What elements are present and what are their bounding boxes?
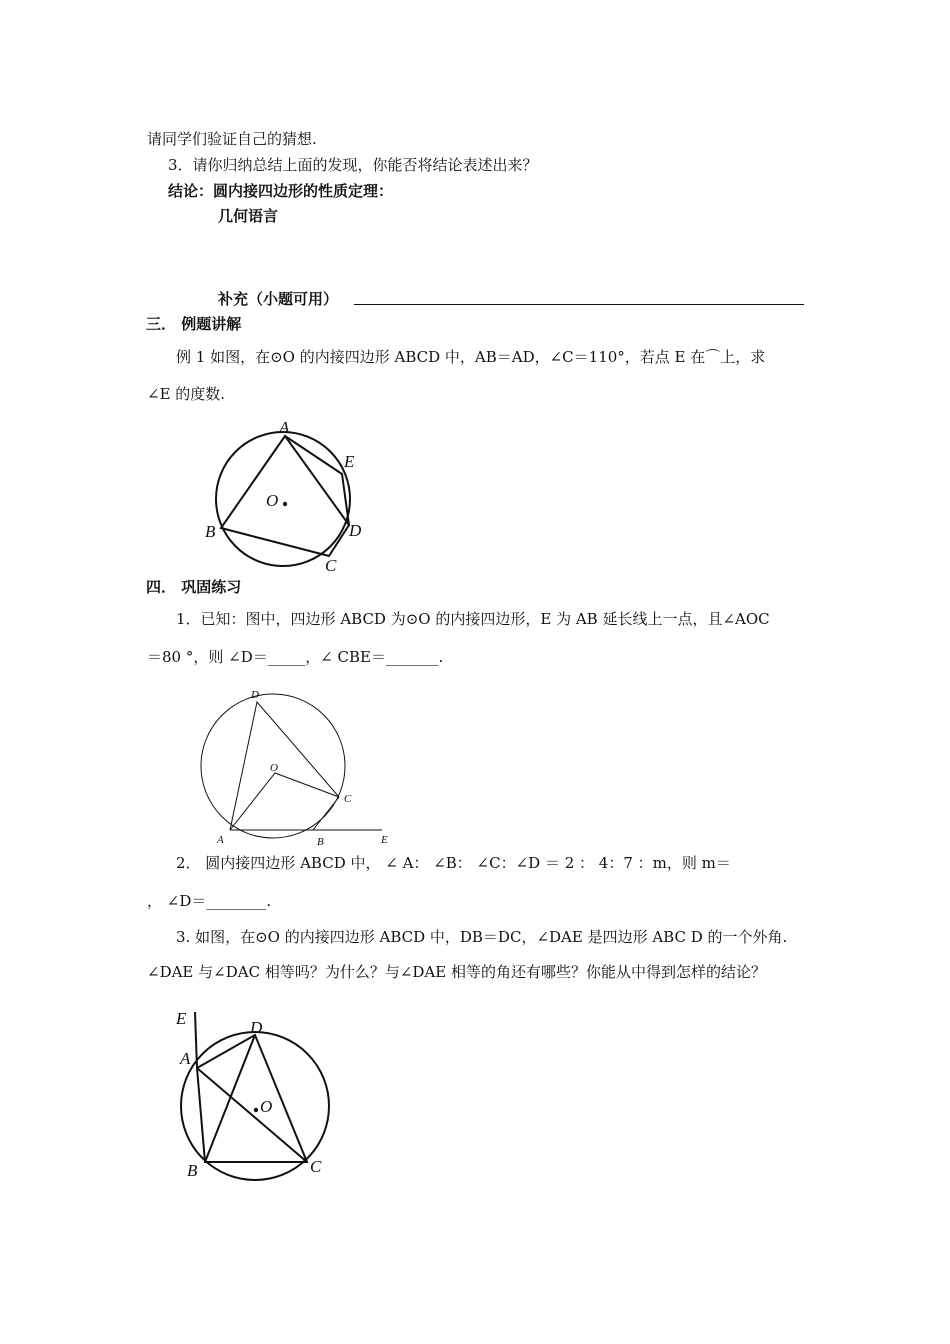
- practice-1-line-2: ＝80 °，则 ∠D＝_____，∠ CBE＝_______.: [147, 648, 444, 666]
- figure-practice-3: [170, 1000, 340, 1190]
- supplement-label: 补充（小题可用）: [218, 290, 339, 308]
- label-e: E: [381, 834, 388, 846]
- label-d: D: [250, 1018, 263, 1037]
- practice-3-line-1: 3. 如图，在⊙O 的内接四边形 ABCD 中，DB＝DC，∠DAE 是四边形 ABC D 的一个外角.: [176, 928, 788, 946]
- segments-ad-dc: [230, 702, 339, 830]
- label-o: O: [266, 491, 279, 510]
- label-b: B: [187, 1161, 198, 1180]
- label-b: B: [317, 836, 324, 848]
- center-point: [283, 502, 287, 506]
- practice-3-line-2: ∠DAE 与∠DAC 相等吗？为什么？与∠DAE 相等的角还有哪些？你能从中得到怎样的结论？: [147, 963, 766, 981]
- verify-text: 请同学们验证自己的猜想.: [147, 130, 317, 148]
- ray-ae: [195, 1012, 197, 1068]
- diagonal-db: [205, 1035, 255, 1162]
- circle-o: [181, 1032, 329, 1180]
- label-a: A: [279, 418, 290, 437]
- label-d: D: [349, 521, 362, 540]
- label-a: A: [217, 834, 224, 846]
- section-three-heading: 三． 例题讲解: [146, 315, 242, 333]
- diagonal-ac: [197, 1068, 307, 1162]
- label-d: D: [251, 689, 259, 701]
- section-four-heading: 四． 巩固练习: [146, 578, 242, 596]
- conclusion-heading: 结论：圆内接四边形的性质定理：: [168, 182, 394, 200]
- figure-example-1: [195, 415, 375, 580]
- label-o: O: [260, 1097, 273, 1116]
- label-a: A: [180, 1049, 191, 1068]
- example-1-line-2: ∠E 的度数.: [147, 385, 226, 403]
- quadrilateral-abcd: [221, 436, 349, 556]
- practice-1-line-1: 1．已知：图中，四边形 ABCD 为⊙O 的内接四边形，E 为 AB 延长线上一点，且∠AOC: [176, 610, 770, 628]
- segments-ao-oc: [230, 773, 339, 830]
- label-e: E: [344, 452, 355, 471]
- label-b: B: [205, 522, 216, 541]
- question-3: 3．请你归纳总结上面的发现，你能否将结论表述出来？: [168, 156, 538, 174]
- example-1-line-1: 例 1 如图，在⊙O 的内接四边形 ABCD 中，AB＝AD，∠C＝110°，若点 E 在⌒上，求: [176, 348, 766, 366]
- geometry-language-label: 几何语言: [218, 207, 279, 225]
- segment-cb: [313, 797, 339, 830]
- figure-practice-1: [195, 685, 395, 850]
- practice-2-line-1: 2． 圆内接四边形 ABCD 中， ∠ A： ∠B： ∠C：∠D ＝ 2 ： 4：7 ：m，则 m＝: [176, 854, 731, 872]
- label-c: C: [325, 556, 337, 575]
- label-c: C: [344, 793, 352, 805]
- label-c: C: [310, 1157, 322, 1176]
- center-point: [254, 1108, 258, 1112]
- supplement-answer-line: [354, 290, 804, 305]
- practice-2-line-2: ， ∠D＝________.: [147, 892, 272, 910]
- label-o: O: [270, 762, 278, 774]
- label-e: E: [176, 1009, 187, 1028]
